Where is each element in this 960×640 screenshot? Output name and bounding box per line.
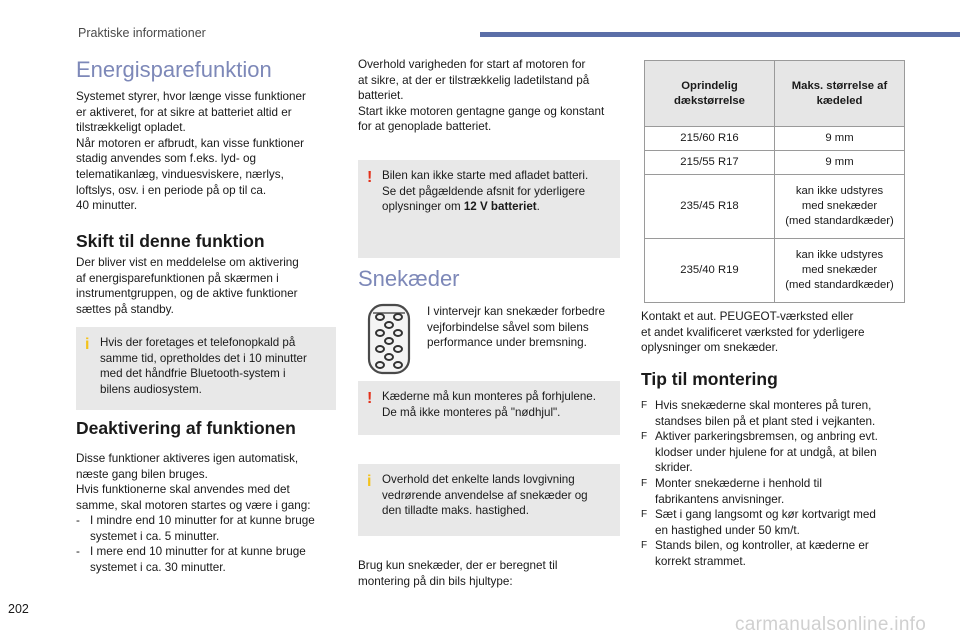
check-bullet-icon: F xyxy=(641,431,648,443)
warning-note-chains xyxy=(358,381,620,435)
list-item: F Hvis snekæderne skal monteres på turen, standses bilen på et plant sted i vejkanten. xyxy=(641,399,876,428)
table-cell: 215/60 R16 xyxy=(645,127,775,151)
list-item: F Monter snekæderne i henhold til fabrikantens anvisninger. xyxy=(641,476,822,506)
warning-note-text: Bilen kan ikke starte med afladet batteri. Se det pågældende afsnit for yderligere oplysninger om 12 V batteriet. xyxy=(382,169,589,214)
check-bullet-icon: F xyxy=(641,540,648,552)
tip-list xyxy=(641,398,905,570)
list-item: - I mindre end 10 minutter for at kunne bruge systemet i ca. 5 minutter. xyxy=(76,514,315,543)
chains-usage-text: Brug kun snekæder, der er beregnet til montering på din bils hjultype: xyxy=(358,559,558,588)
table-cell: 9 mm xyxy=(775,127,905,151)
list-item: F Aktiver parkeringsbremsen, og anbring evt. klodser under hjulene for at undgå, at bilen skrider. xyxy=(641,430,878,475)
deact-text: Disse funktioner aktiveres igen automatisk, næste gang bilen bruges. Hvis funktionerne skal anvendes med det samme, skal motoren startes og være i gang: xyxy=(76,452,311,512)
check-bullet-icon: F xyxy=(641,509,648,521)
table-cell: kan ikke udstyres med snekæder (med standardkæder) xyxy=(775,239,905,303)
table-row xyxy=(645,239,905,303)
warning-icon: ! xyxy=(367,169,373,186)
header-accent-bar xyxy=(480,32,960,37)
table-cell: 9 mm xyxy=(775,151,905,175)
tip-heading: Tip til montering xyxy=(641,369,778,389)
list-item: - I mere end 10 minutter for at kunne bruge systemet i ca. 30 minutter. xyxy=(76,545,306,574)
energy-title: Energisparefunktion xyxy=(76,57,272,82)
table-header-cell: Oprindelig dækstørrelse xyxy=(645,61,775,127)
info-note-law xyxy=(358,464,620,536)
info-icon: i xyxy=(85,336,90,353)
shift-heading: Skift til denne funktion xyxy=(76,231,265,251)
table-row xyxy=(645,127,905,151)
tire-chain-table xyxy=(644,60,905,303)
table-cell: 215/55 R17 xyxy=(645,151,775,175)
info-note-phone xyxy=(76,327,336,410)
shift-text: Der bliver vist en meddelelse om aktivering af energisparefunktionen på skærmen i instrumentgruppen, og de aktive funktioner sættes på standby. xyxy=(76,256,299,316)
watermark: carmanualsonline.info xyxy=(735,614,927,635)
running-header: Praktiske informationer xyxy=(78,26,206,40)
warning-icon: ! xyxy=(367,390,373,407)
list-item: F Sæt i gang langsomt og kør kortvarigt med en hastighed under 50 km/t. xyxy=(641,508,876,537)
table-row xyxy=(645,175,905,239)
warning-note-chains-text: Kæderne må kun monteres på forhjulene. De må ikke monteres på "nødhjul". xyxy=(382,390,596,419)
warning-note-battery xyxy=(358,160,620,258)
deact-list xyxy=(76,513,338,575)
check-bullet-icon: F xyxy=(641,400,648,411)
deact-heading: Deaktivering af funktionen xyxy=(76,418,296,438)
chains-intro: I vintervejr kan snekæder forbedre vejforbindelse såvel som bilens performance under bremsning. xyxy=(427,305,605,350)
table-header-cell: Maks. størrelse af kædeled xyxy=(775,61,905,127)
table-cell: 235/45 R18 xyxy=(645,175,775,239)
battery-start-text: Overhold varigheden for start af motoren for at sikre, at der er tilstrækkelig ladetilstand på batteriet. Start ikke motoren gentagne gange og konstant for at genoplade batteriet. xyxy=(358,58,605,134)
chains-title: Snekæder xyxy=(358,266,460,291)
table-header-row xyxy=(645,61,905,127)
table-row xyxy=(645,151,905,175)
snow-chain-icon xyxy=(363,303,415,375)
table-cell: 235/40 R19 xyxy=(645,239,775,303)
energy-intro: Systemet styrer, hvor længe visse funktioner er aktiveret, for at sikre at batteriet altid er tilstrækkeligt opladet. Når motoren er afbrudt, kan visse funktioner stadig anvendes som f.eks. lyd- og telematikanlæg, vinduesviskere, nærlys, loftslys, osv. i en periode på op til ca. 40 minutter. xyxy=(76,90,306,213)
contact-text: Kontakt et aut. PEUGEOT-værksted eller et andet kvalificeret værksted for yderligere oplysninger om snekæder. xyxy=(641,310,865,355)
list-item: F Stands bilen, og kontroller, at kæderne er korrekt strammet. xyxy=(641,539,869,568)
info-note-text: Hvis der foretages et telefonopkald på samme tid, opretholdes det i 10 minutter med det håndfrie Bluetooth-system i bilens audiosystem. xyxy=(100,336,307,396)
info-icon: i xyxy=(367,473,372,490)
page-number: 202 xyxy=(8,602,29,616)
info-note-law-text: Overhold det enkelte lands lovgivning vedrørende anvendelse af snekæder og den tilladte maks. hastighed. xyxy=(382,473,588,518)
table-cell: kan ikke udstyres med snekæder (med standardkæder) xyxy=(775,175,905,239)
check-bullet-icon: F xyxy=(641,477,648,489)
